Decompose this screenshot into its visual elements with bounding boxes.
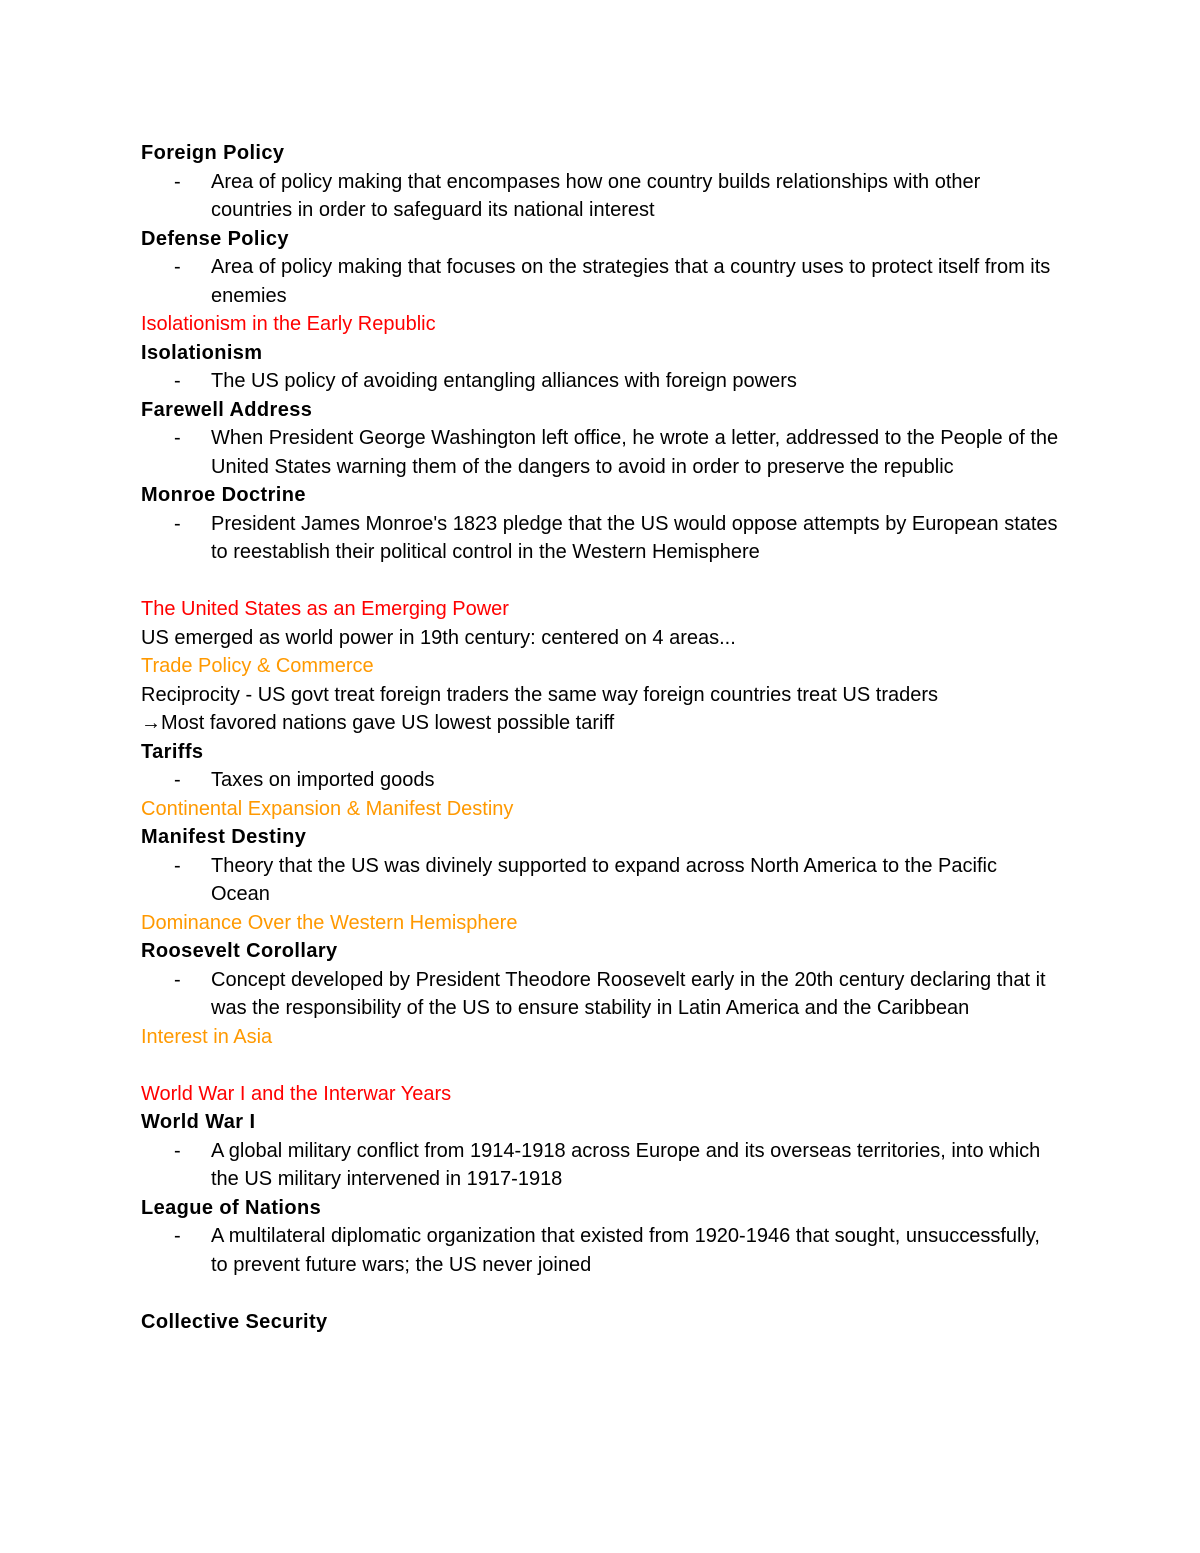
definition-defense-policy [141,253,1061,310]
blank-line [141,567,1061,596]
subheading-continental-expansion: Continental Expansion & Manifest Destiny [141,797,514,820]
definition-monroe-doctrine [141,510,1061,567]
list-dash: - [174,370,181,392]
term-manifest-destiny: Manifest Destiny [141,826,307,848]
section-heading-isolationism: Isolationism in the Early Republic [141,313,436,335]
term-monroe-doctrine: Monroe Doctrine [141,484,306,506]
document-page [141,139,1061,1336]
list-dash: - [174,1225,181,1247]
definition-tariffs [141,766,1061,795]
term-tariffs: Tariffs [141,740,204,763]
definition-league-of-nations [141,1222,1061,1279]
term-defense-policy: Defense Policy [141,227,289,250]
paragraph-world-power: US emerged as world power in 19th century: centered on 4 areas... [141,626,736,649]
paragraph-most-favored: →Most favored nations gave US lowest possible tariff [141,712,615,734]
term-league-of-nations: League of Nations [141,1196,322,1219]
blank-line [141,1279,1061,1308]
definition-text: A multilateral diplomatic organization that existed from 1920-1946 that sought, unsuccessfully, to prevent future wars; the US never joined [211,1225,1040,1276]
definition-text: A global military conflict from 1914-1918 across Europe and its overseas territories, into which the US military intervened in 1917-1918 [211,1139,1041,1190]
paragraph-reciprocity: Reciprocity - US govt treat foreign traders the same way foreign countries treat US traders [141,683,939,706]
definition-text: The US policy of avoiding entangling alliances with foreign powers [211,370,797,392]
term-world-war-i: World War I [141,1111,256,1133]
term-collective-security: Collective Security [141,1310,328,1333]
blank-line [141,1051,1061,1080]
definition-text: Theory that the US was divinely supported to expand across North America to the Pacific Ocean [211,854,997,905]
definition-text: President James Monroe's 1823 pledge that the US would oppose attempts by European states to reestablish their political control in the Western Hemisphere [211,512,1058,563]
list-dash: - [174,769,181,791]
definition-manifest-destiny [141,852,1061,909]
list-dash: - [174,170,181,193]
list-dash: - [174,854,181,877]
term-farewell-address: Farewell Address [141,398,313,421]
definition-isolationism [141,367,1061,396]
definition-roosevelt-corollary [141,966,1061,1023]
subheading-trade-policy: Trade Policy & Commerce [141,655,374,677]
term-foreign-policy: Foreign Policy [141,142,285,164]
definition-text: Taxes on imported goods [211,769,435,791]
term-isolationism: Isolationism [141,341,263,364]
list-dash: - [174,427,181,449]
definition-farewell-address [141,424,1061,481]
definition-text: When President George Washington left office, he wrote a letter, addressed to the People of the United States warning them of the dangers to avoid in order to preserve the republic [211,427,1059,478]
definition-text: Concept developed by President Theodore Roosevelt early in the 20th century declaring that it was the responsibility of the US to ensure stability in Latin America and the Caribbean [211,968,1046,1019]
term-roosevelt-corollary: Roosevelt Corollary [141,940,338,962]
subheading-western-hemisphere: Dominance Over the Western Hemisphere [141,911,518,934]
section-heading-world-war-i: World War I and the Interwar Years [141,1082,452,1105]
list-dash: - [174,968,181,991]
definition-text: Area of policy making that focuses on the strategies that a country uses to protect itself from its enemies [211,256,1051,307]
definition-foreign-policy [141,168,1061,225]
list-dash: - [174,1139,181,1162]
subheading-interest-in-asia: Interest in Asia [141,1025,273,1048]
definition-text: Area of policy making that encompases how one country builds relationships with other countries in order to safeguard its national interest [211,170,981,221]
section-heading-emerging-power: The United States as an Emerging Power [141,598,509,620]
list-dash: - [174,512,181,535]
list-dash: - [174,256,181,278]
definition-world-war-i [141,1137,1061,1194]
